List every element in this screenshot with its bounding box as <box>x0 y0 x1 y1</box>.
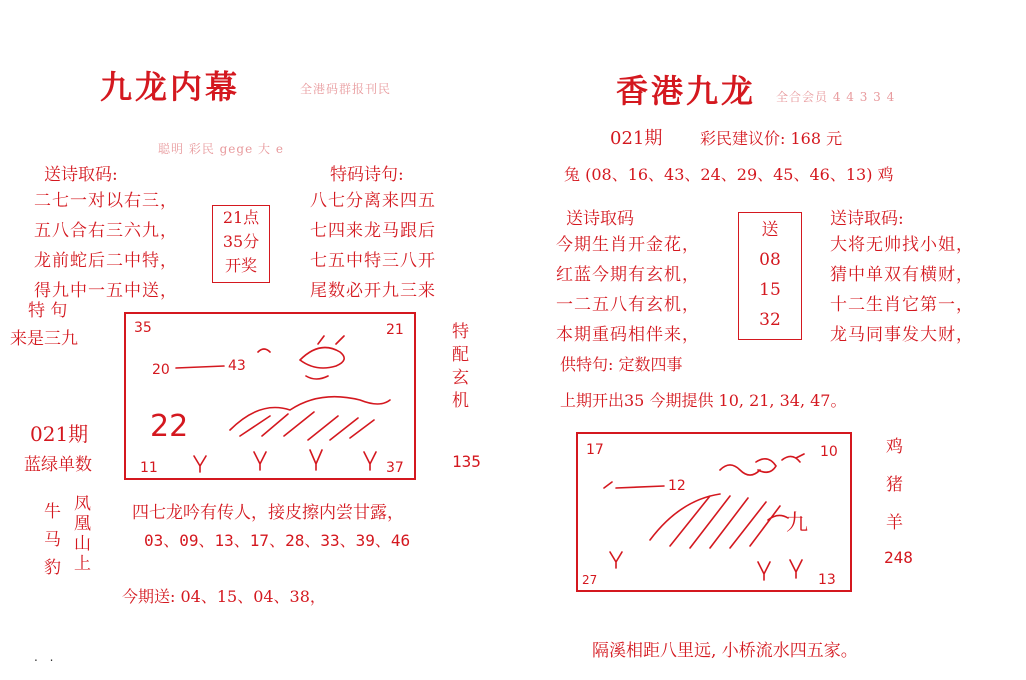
poem-line: 七五中特三八开 <box>310 251 436 271</box>
right-title: 香港九龙 <box>616 72 757 110</box>
box-number: 37 <box>386 460 404 476</box>
poem-line: 八七分离来四五 <box>310 191 436 211</box>
poem-line: 七四来龙马跟后 <box>310 221 436 241</box>
left-poem1-heading: 送诗取码: <box>44 165 118 185</box>
box-big-char: 九 <box>786 511 809 536</box>
right-title-note: 全合会员 4 4 3 3 4 <box>776 90 896 104</box>
phoenix-char: 上 <box>74 554 91 574</box>
poem-line: 龙前蛇后二中特， <box>34 251 178 271</box>
grass-doodle <box>610 552 802 580</box>
grass-doodle <box>194 450 376 472</box>
right-animal-line: 兔 (08、16、43、24、29、45、46、13) 鸡 <box>564 165 894 184</box>
send-box-number: 15 <box>759 280 781 300</box>
animal: 牛 <box>44 502 61 522</box>
arrow-line <box>604 482 664 488</box>
box-number: 12 <box>668 478 686 494</box>
poem-line: 一二五八有玄机， <box>556 295 700 315</box>
left-special-value: 来是三九 <box>10 329 78 349</box>
poem-line: 猜中单双有横财， <box>830 265 974 285</box>
right-bottom-poem: 隔溪相距八里远, 小桥流水四五家。 <box>592 641 858 661</box>
draw-time-hour: 21点 <box>222 208 260 227</box>
poem-line: 红蓝今期有玄机， <box>556 265 700 285</box>
box-number: 11 <box>140 460 158 476</box>
left-title: 九龙内幕 <box>100 68 241 106</box>
draw-time-minute: 35分 <box>222 232 260 251</box>
box-number: 20 <box>152 362 170 378</box>
poem-line: 今期生肖开金花， <box>556 235 700 255</box>
poem-line: 二七一对以右三， <box>34 191 178 211</box>
poem-line: 十二生肖它第一， <box>830 295 974 315</box>
right-poem2-heading: 送诗取码: <box>830 209 904 229</box>
box-big-number: 22 <box>150 409 189 444</box>
right-puzzle-drawing <box>520 0 1026 680</box>
right-last-draw: 上期开出35 今期提供 10, 21, 34, 47。 <box>560 391 847 410</box>
draw-time-label: 开奖 <box>224 256 257 275</box>
left-animals <box>44 498 61 582</box>
phoenix-char: 山 <box>74 534 91 554</box>
phoenix-char: 凰 <box>74 514 91 534</box>
box-number: 13 <box>818 572 836 588</box>
poem-line: 龙马同事发大财， <box>830 325 974 345</box>
poem-line: 本期重码相伴来， <box>556 325 700 345</box>
left-poem3: 四七龙吟有传人，接皮擦内尝甘露， <box>132 503 404 523</box>
send-box-number: 32 <box>759 310 781 330</box>
right-price: 彩民建议价: 168 元 <box>700 129 843 148</box>
left-issue: 021期 <box>30 422 89 446</box>
side-animal: 羊 <box>886 513 903 533</box>
sun-doodle <box>720 454 804 475</box>
left-title-note: 全港码群报刊民 <box>300 82 392 96</box>
box-number: 35 <box>134 320 152 336</box>
right-special-phrase: 供特句: 定数四事 <box>560 355 683 374</box>
box-number: 27 <box>582 573 598 587</box>
right-side-animals <box>886 428 903 542</box>
box-number: 21 <box>386 322 404 338</box>
send-box-label: 送 <box>761 220 779 240</box>
poem-line: 五八合右三六九， <box>34 221 178 241</box>
arrow-line <box>176 366 224 368</box>
right-issue: 021期 <box>610 128 663 149</box>
right-poem1-heading: 送诗取码 <box>566 209 634 229</box>
poem-line: 得九中一五中送， <box>34 281 178 301</box>
right-page <box>520 0 1026 680</box>
left-numbers-line: 03、09、13、17、28、33、39、46 <box>144 531 411 550</box>
poem-line: 大将无帅找小姐， <box>830 235 974 255</box>
phoenix-char: 凤 <box>74 494 91 514</box>
left-vertical-hint: 特配玄机 <box>448 322 468 414</box>
box-number: 43 <box>228 358 246 374</box>
right-side-value: 248 <box>884 548 913 567</box>
left-poem2-heading: 特码诗句: <box>330 165 404 185</box>
left-special-phrase: 特 句 <box>28 301 68 321</box>
left-phoenix <box>74 494 91 574</box>
mountain-doodle <box>230 397 390 440</box>
side-animal: 猪 <box>886 475 903 495</box>
left-parity: 蓝绿单数 <box>24 455 92 475</box>
mountain-doodle <box>650 494 788 548</box>
left-today-send: 今期送: 04、15、04、38， <box>122 587 326 606</box>
animal: 豹 <box>44 558 61 578</box>
corner-dots: . . <box>34 650 58 664</box>
poem-line: 尾数必开九三来 <box>310 281 436 301</box>
left-subtitle-faint: 聪明 彩民 gege 大 e <box>158 142 284 156</box>
animal: 马 <box>44 530 61 550</box>
box-number: 17 <box>586 442 604 458</box>
side-animal: 鸡 <box>886 437 903 457</box>
left-vertical-hint-value: 135 <box>452 452 481 471</box>
box-number: 10 <box>820 444 838 460</box>
sun-doodle <box>258 336 344 379</box>
send-box-number: 08 <box>759 250 781 270</box>
